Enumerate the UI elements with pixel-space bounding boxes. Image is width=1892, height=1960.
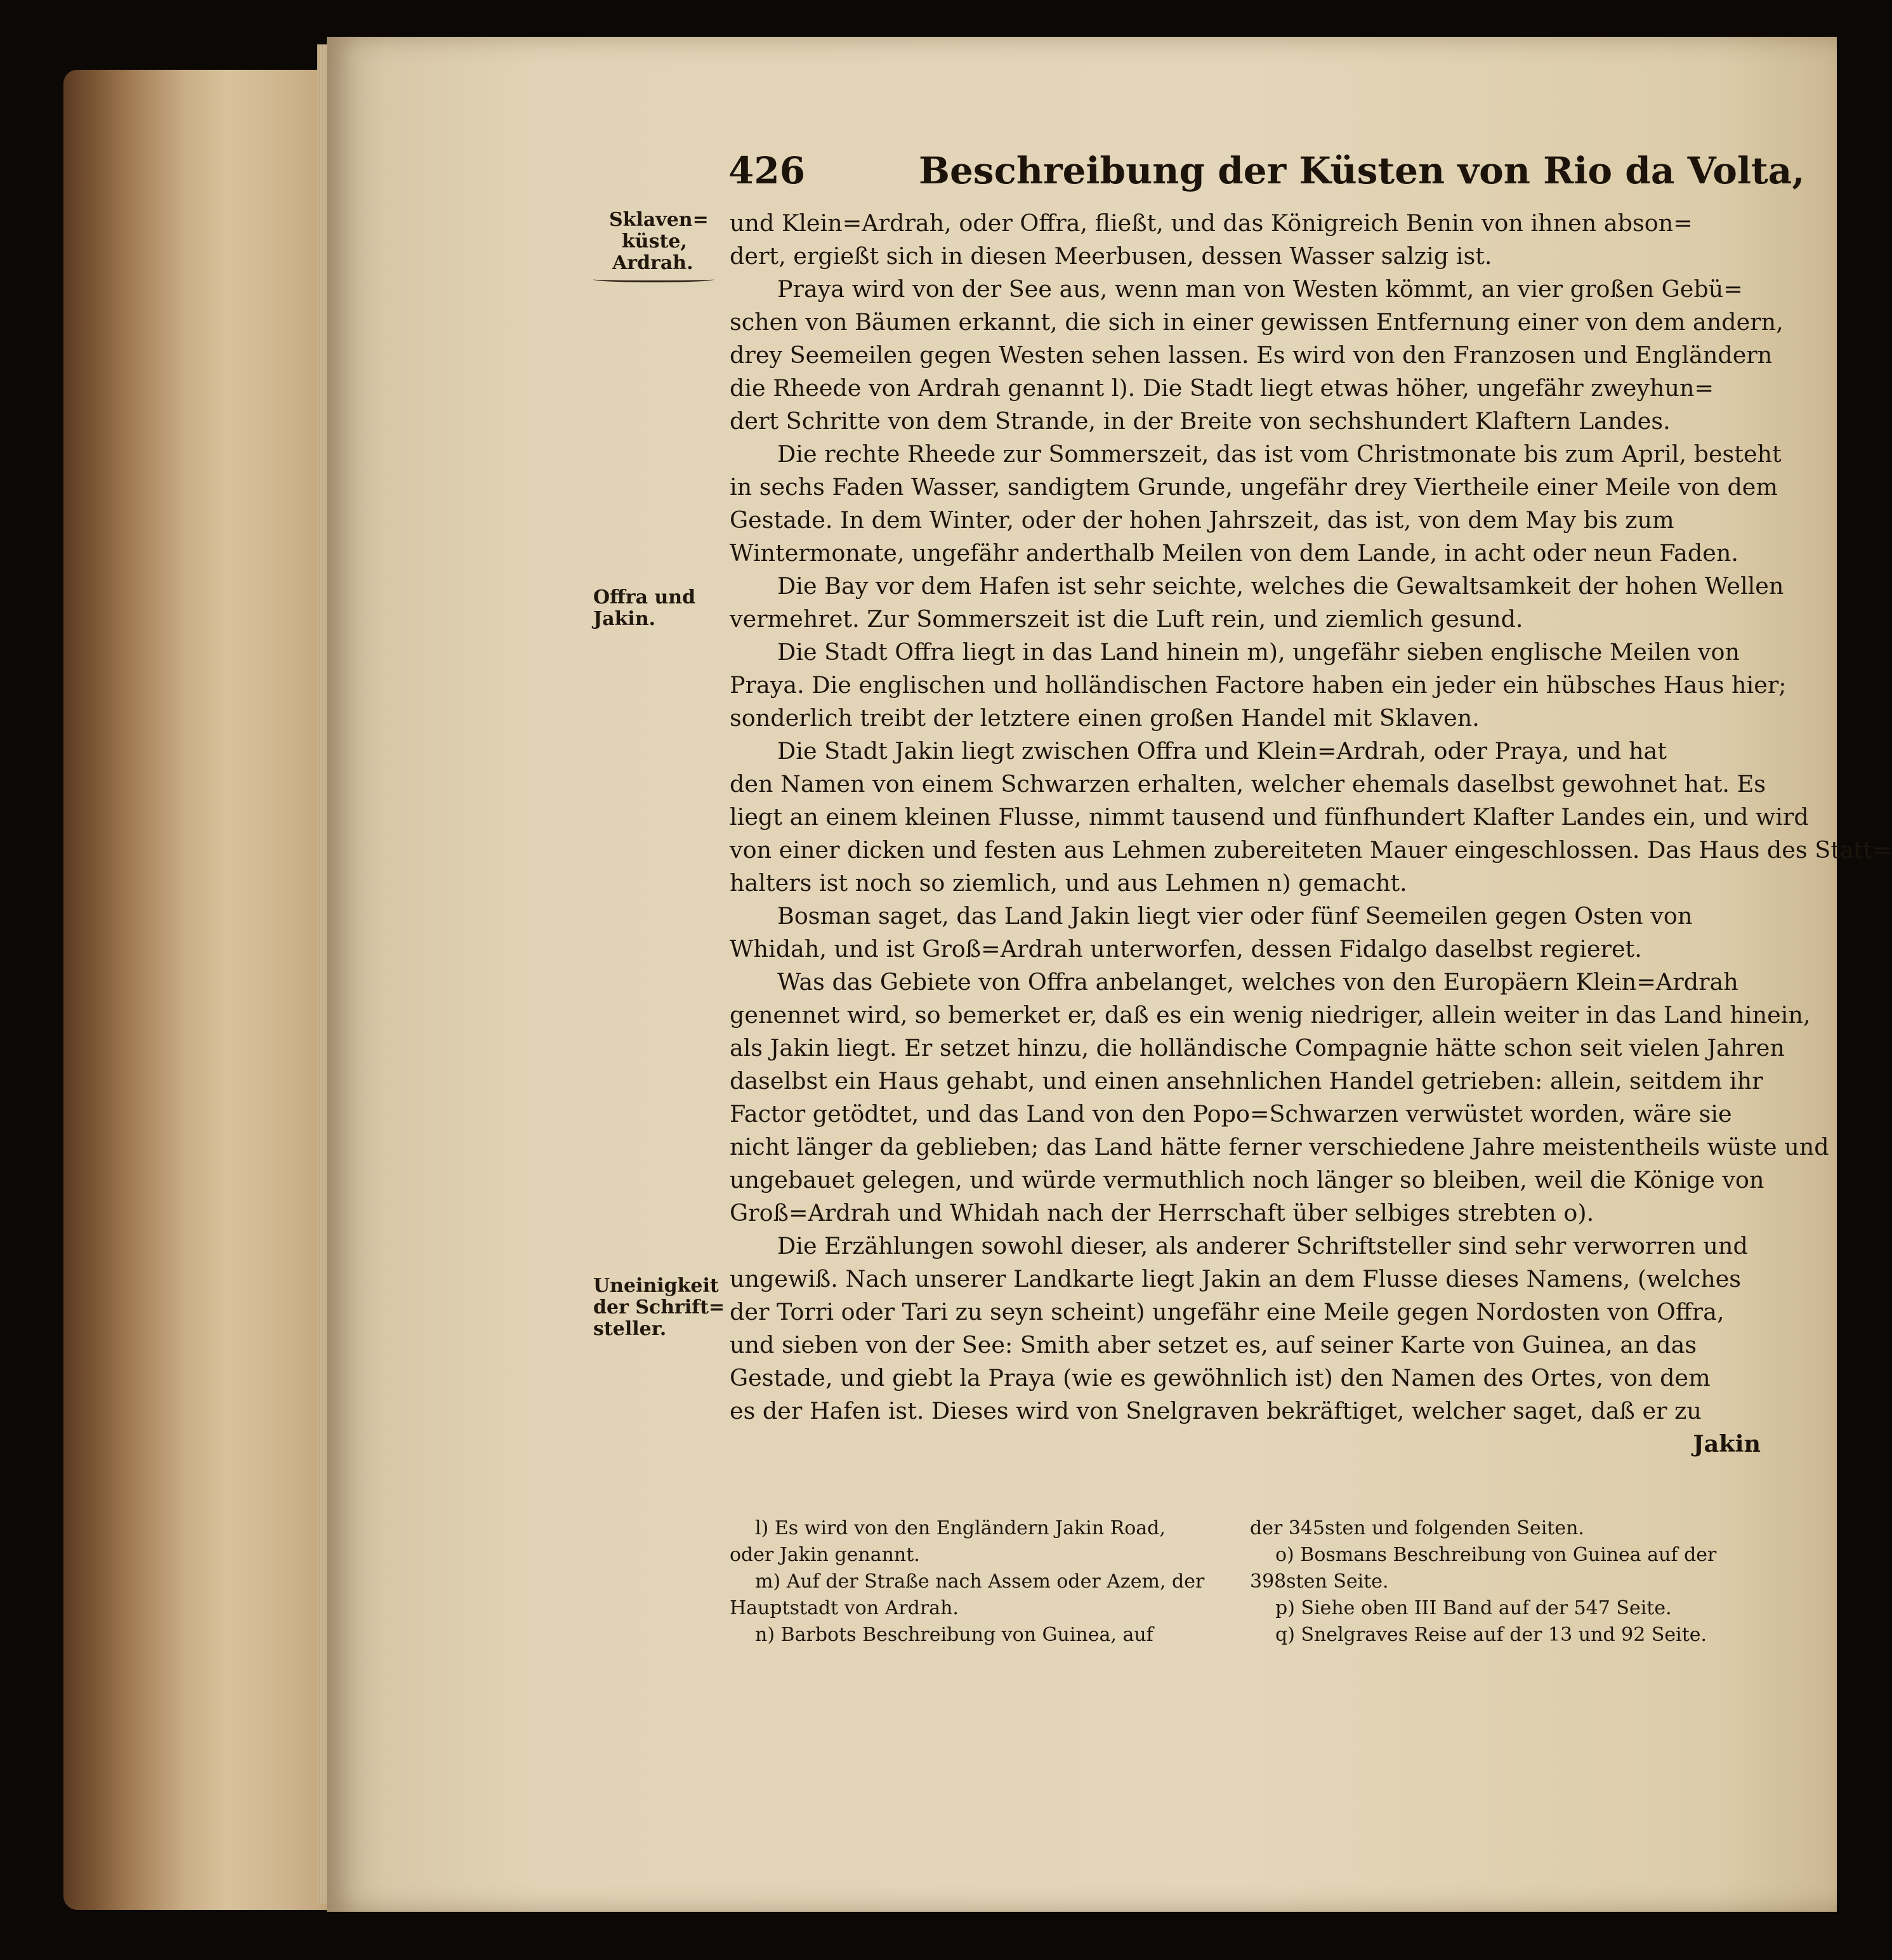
text-line: und Klein=Ardrah, oder Offra, fließt, und das Königreich Benin von ihnen abson= <box>730 209 1693 237</box>
text-line: genennet wird, so bemerket er, daß es ein wenig niedriger, allein weiter in das Land hinein, <box>730 1001 1811 1029</box>
footnote-line: der 345sten und folgenden Seiten. <box>1250 1517 1584 1539</box>
text-line: Praya. Die englischen und holländischen Factore haben ein jeder ein hübsches Haus hier; <box>730 671 1787 699</box>
sidenote-bracket <box>593 277 714 282</box>
text-line: und sieben von der See: Smith aber setzet es, auf seiner Karte von Guinea, an das <box>730 1331 1697 1358</box>
text-line: Die Stadt Jakin liegt zwischen Offra und Klein=Ardrah, oder Praya, und hat <box>777 737 1667 765</box>
sidenote-line: der Schrift= <box>593 1296 725 1319</box>
text-line: Die Bay vor dem Hafen ist sehr seichte, welches die Gewaltsamkeit der hohen Wellen <box>777 572 1784 600</box>
text-line: als Jakin liegt. Er setzet hinzu, die holländische Compagnie hätte schon seit vielen Jahren <box>730 1034 1785 1062</box>
text-line: Praya wird von der See aus, wenn man von Westen kömmt, an vier großen Gebü= <box>777 275 1743 303</box>
footnote-line: n) Barbots Beschreibung von Guinea, auf <box>755 1624 1153 1646</box>
text-line: der Torri oder Tari zu seyn scheint) ungefähr eine Meile gegen Nordosten von Offra, <box>730 1298 1724 1325</box>
sidenote-line: Ardrah. <box>612 252 693 274</box>
text-line: halters ist noch so ziemlich, und aus Lehmen n) gemacht. <box>730 869 1407 897</box>
text-line: die Rheede von Ardrah genannt l). Die Stadt liegt etwas höher, ungefähr zweyhun= <box>730 374 1714 402</box>
footnote-line: l) Es wird von den Engländern Jakin Road, <box>755 1517 1166 1539</box>
text-line: Gestade, und giebt la Praya (wie es gewöhnlich ist) den Namen des Ortes, von dem <box>730 1364 1711 1391</box>
text-line: Die rechte Rheede zur Sommerszeit, das ist vom Christmonate bis zum April, besteht <box>777 440 1782 468</box>
sidenote-sklavenkueste <box>593 209 720 282</box>
text-line: liegt an einem kleinen Flusse, nimmt tausend und fünfhundert Klafter Landes ein, und wird <box>730 803 1809 831</box>
text-line: sonderlich treibt der letztere einen großen Handel mit Sklaven. <box>730 704 1480 732</box>
text-line: Die Erzählungen sowohl dieser, als anderer Schriftsteller sind sehr verworren und <box>777 1232 1748 1260</box>
text-line: daselbst ein Haus gehabt, und einen ansehnlichen Handel getrieben: allein, seitdem ihr <box>730 1067 1763 1095</box>
text-line: Bosman saget, das Land Jakin liegt vier oder fünf Seemeilen gegen Osten von <box>777 902 1693 930</box>
text-line: Factor getödtet, und das Land von den Popo=Schwarzen verwüstet worden, wäre sie <box>730 1100 1732 1128</box>
running-title: Beschreibung der Küsten von Rio da Volta, <box>919 149 1805 192</box>
sidenote-line: Uneinigkeit <box>593 1275 719 1297</box>
text-line: Die Stadt Offra liegt in das Land hinein m), ungefähr sieben englische Meilen von <box>777 638 1740 666</box>
footnotes-left <box>730 1515 1237 1648</box>
sidenote-offra-jakin <box>593 587 720 630</box>
sidenote-line: küste, <box>622 230 687 253</box>
footnotes-right <box>1250 1515 1757 1648</box>
footnote-line: p) Siehe oben III Band auf der 547 Seite. <box>1275 1597 1672 1619</box>
sidenote-line: Jakin. <box>593 608 656 630</box>
text-line: von einer dicken und festen aus Lehmen zubereiteten Mauer eingeschlossen. Das Haus des Statt= <box>730 836 1892 864</box>
text-line: ungewiß. Nach unserer Landkarte liegt Jakin an dem Flusse dieses Namens, (welches <box>730 1265 1742 1292</box>
sidenote-line: Sklaven= <box>609 209 709 231</box>
text-line: Gestade. In dem Winter, oder der hohen Jahrszeit, das ist, von dem May bis zum <box>730 506 1674 534</box>
text-line: Was das Gebiete von Offra anbelanget, welches von den Europäern Klein=Ardrah <box>777 968 1738 996</box>
text-line: Groß=Ardrah und Whidah nach der Herrschaft über selbiges strebten o). <box>730 1199 1594 1227</box>
text-line: nicht länger da geblieben; das Land hätte ferner verschiedene Jahre meistentheils wüste und <box>730 1133 1829 1161</box>
sidenote-uneinigkeit <box>593 1275 725 1340</box>
text-line: drey Seemeilen gegen Westen sehen lassen. Es wird von den Franzosen und Engländern <box>730 341 1773 369</box>
catchword: Jakin <box>1693 1430 1761 1457</box>
body-text <box>730 207 1892 1461</box>
footnote-line: 398sten Seite. <box>1250 1570 1389 1593</box>
text-line: in sechs Faden Wasser, sandigtem Grunde, ungefähr drey Viertheile einer Meile von dem <box>730 473 1778 501</box>
text-line: dert Schritte von dem Strande, in der Breite von sechshundert Klaftern Landes. <box>730 407 1671 435</box>
text-line: den Namen von einem Schwarzen erhalten, welcher ehemals daselbst gewohnet hat. Es <box>730 770 1766 798</box>
page-header <box>728 149 1805 194</box>
text-line: es der Hafen ist. Dieses wird von Snelgraven bekräftiget, welcher saget, daß er zu <box>730 1397 1702 1424</box>
footnote-line: o) Bosmans Beschreibung von Guinea auf der <box>1275 1544 1717 1566</box>
page-number: 426 <box>728 149 806 192</box>
text-line: ungebauet gelegen, und würde vermuthlich noch länger so bleiben, weil die Könige von <box>730 1166 1764 1194</box>
text-line: Whidah, und ist Groß=Ardrah unterworfen, dessen Fidalgo daselbst regieret. <box>730 935 1642 963</box>
footnote-line: oder Jakin genannt. <box>730 1544 920 1566</box>
footnote-line: Hauptstadt von Ardrah. <box>730 1597 959 1619</box>
footnote-line: m) Auf der Straße nach Assem oder Azem, der <box>755 1570 1205 1593</box>
text-line: Wintermonate, ungefähr anderthalb Meilen von dem Lande, in acht oder neun Faden. <box>730 539 1738 567</box>
sidenote-line: Offra und <box>593 586 696 608</box>
sidenote-line: steller. <box>593 1318 667 1340</box>
text-line: schen von Bäumen erkannt, die sich in einer gewissen Entfernung einer von dem andern, <box>730 308 1784 336</box>
text-line: dert, ergießt sich in diesen Meerbusen, dessen Wasser salzig ist. <box>730 242 1492 270</box>
text-line: vermehret. Zur Sommerszeit ist die Luft rein, und ziemlich gesund. <box>730 605 1523 633</box>
footnote-line: q) Snelgraves Reise auf der 13 und 92 Seite. <box>1275 1624 1707 1646</box>
